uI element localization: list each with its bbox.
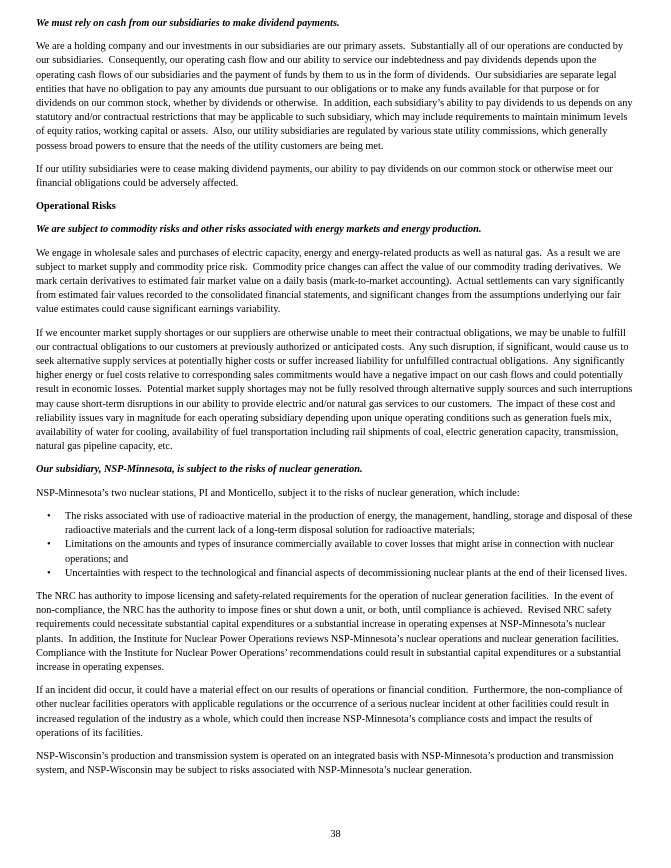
heading-nuclear-risks: Our subsidiary, NSP-Minnesota, is subject to the risks of nuclear generation. xyxy=(36,464,363,476)
bullet-icon: • xyxy=(47,567,51,579)
para-nuclear-incident: If an incident did occur, it could have a material effect on our results of operations or financial condition. Furthermore, the non-compliance of other nuclear facilities operators with applicable regulations or the occurrence of a serious nuclear incident at other facilities could result in increased regulation of the industry as a whole, which could then increase NSP-Minnesota’s compliance costs and impact the results of operations of its facilities. xyxy=(36,685,626,739)
list-item xyxy=(36,567,635,581)
list-item-text: The risks associated with use of radioactive material in the production of energy, the management, handling, storage and disposal of these radioactive materials and the current lack of a long-term disposal solution for radioactive materials; xyxy=(65,510,635,537)
para-wholesale-trading: We engage in wholesale sales and purchases of electric capacity, energy and energy-related products as well as natural gas. As a result we are subject to market supply and commodity price risk. Commodity price changes can affect the value of our commodity trading derivatives. We mark certain derivatives to estimated fair market value on a daily basis (mark-to-market accounting). Actual settlements can vary significantly from estimated fair values recorded to the consolidated financial statements, and significant changes from the assumptions underlying our fair value estimates could cause significant earnings variability. xyxy=(36,247,628,316)
bullet-icon: • xyxy=(47,510,51,522)
list-item-text: Uncertainties with respect to the technological and financial aspects of decommissioning nuclear plants at the end of their licensed lives. xyxy=(65,567,628,579)
para-nuclear-stations: NSP-Minnesota’s two nuclear stations, PI and Monticello, subject it to the risks of nuclear generation, which include: xyxy=(36,487,520,499)
para-market-supply: If we encounter market supply shortages or our suppliers are otherwise unable to meet their contractual obligations, we may be unable to fulfill our contractual obligations to our customers at previously authorized or anticipated costs. Any such disruption, if significant, would cause us to seek alternative supply services at potentially higher costs or suffer increased liability for unfulfilled contractual obligations. Any significantly higher energy or fuel costs relative to corresponding sales commitments would have a negative impact on our cash flows and could potentially result in economic losses. Potential market supply shortages may not be fully resolved through alternative supply sources and such interruptions may cause short-term disruptions in our ability to provide electric and/or natural gas services to our customers. The impact of these cost and reliability issues vary in magnitude for each operating subsidiary depending upon unique operating conditions such as generation fuels mix, availability of water for cooling, availability of fuel transportation including rail shipments of coal, electric generation capacity, transmission, natural gas pipeline capacity, etc. xyxy=(36,327,635,453)
heading-operational-risks: Operational Risks xyxy=(36,201,116,213)
list-item-text: Limitations on the amounts and types of insurance commercially available to cover losses that might arise in connection with nuclear operations; and xyxy=(65,539,617,565)
para-nsp-wisconsin: NSP-Wisconsin’s production and transmission system is operated on an integrated basis with NSP-Minnesota’s production and transmission system, and NSP-Wisconsin may be subject to risks associated with NSP-Minnesota’s nuclear generation. xyxy=(36,750,617,777)
bullet-icon: • xyxy=(47,539,51,551)
heading-commodity-risks: We are subject to commodity risks and other risks associated with energy markets and energy production. xyxy=(36,224,482,236)
list-item xyxy=(36,510,635,538)
page-number: 38 xyxy=(330,829,341,840)
para-nrc-authority: The NRC has authority to impose licensing and safety-related requirements for the operation of nuclear generation facilities. In the event of non-compliance, the NRC has the authority to impose fines or shut down a unit, or both, until compliance is achieved. Revised NRC safety requirements could necessitate substantial capital expenditures or a substantial increase in operating expenses at NSP-Minnesota’s nuclear plants. In addition, the Institute for Nuclear Power Operations reviews NSP-Minnesota’s nuclear operations and nuclear generation facilities. Compliance with the Institute for Nuclear Power Operations’ recommendations could result in substantial capital expenditures or a substantial increase in operating expenses. xyxy=(36,590,624,673)
nuclear-risk-bullet-list xyxy=(36,510,635,581)
para-holding-company: We are a holding company and our investments in our subsidiaries are our primary assets. Substantially all of our operations are conducted by our subsidiaries. Consequently, our operating cash flow and our ability to service our indebtedness and pay dividends depends upon the operating cash flows of our subsidiaries and the payment of funds by them to us in the form of dividends. Our subsidiaries are separate legal entities that have no obligation to pay any amounts due pursuant to our obligations or to make any funds available for that purpose or for dividends on our common stock, whether by dividends or otherwise. In addition, each subsidiary’s ability to pay dividends to us depends on any statutory and/or contractual restrictions that may be applicable to such subsidiary, which may include requirements to maintain minimum levels of equity ratios, working capital or assets. Also, our utility subsidiaries are regulated by various state utility commissions, which generally possess broad powers to ensure that the needs of the utility customers are being met. xyxy=(36,41,636,152)
heading-dividends-reliance: We must rely on cash from our subsidiaries to make dividend payments. xyxy=(36,18,340,29)
list-item xyxy=(36,538,635,566)
para-cease-dividends: If our utility subsidiaries were to cease making dividend payments, our ability to pay dividends on our common stock or otherwise meet our financial obligations could be adversely affected. xyxy=(36,163,616,190)
